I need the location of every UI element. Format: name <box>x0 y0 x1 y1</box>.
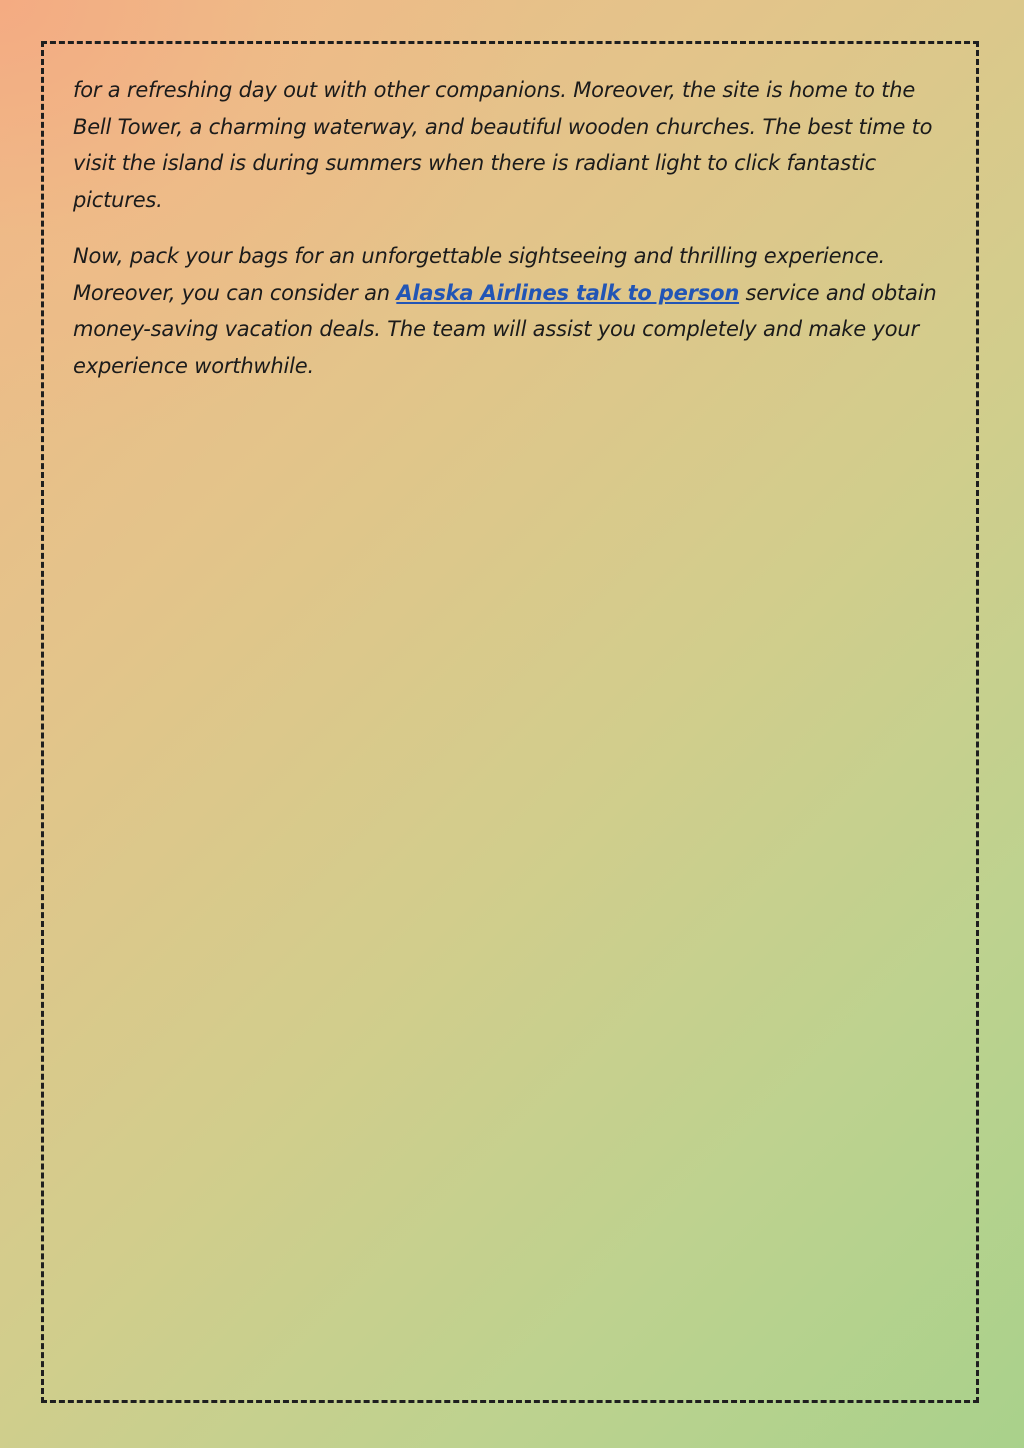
paragraph-1 <box>73 72 943 218</box>
paragraph-1-text: for a refreshing day out with other companions. Moreover, the site is home to the Bell Tower, a charming waterway, and beautiful wooden churches. The best time to visit the island is during summers when there is radiant light to click fantastic pictures. <box>73 78 933 212</box>
paragraph-2 <box>73 238 943 384</box>
alaska-airlines-link[interactable]: Alaska Airlines talk to person <box>396 280 740 305</box>
document-body <box>73 72 943 404</box>
paragraph-2-text-after: service and obtain money-saving vacation deals. The team will assist you completely and make your experience worthwhile. <box>73 280 937 378</box>
paragraph-2-text-before: Now, pack your bags for an unforgettable sightseeing and thrilling experience. Moreover, you can consider an <box>73 244 886 305</box>
